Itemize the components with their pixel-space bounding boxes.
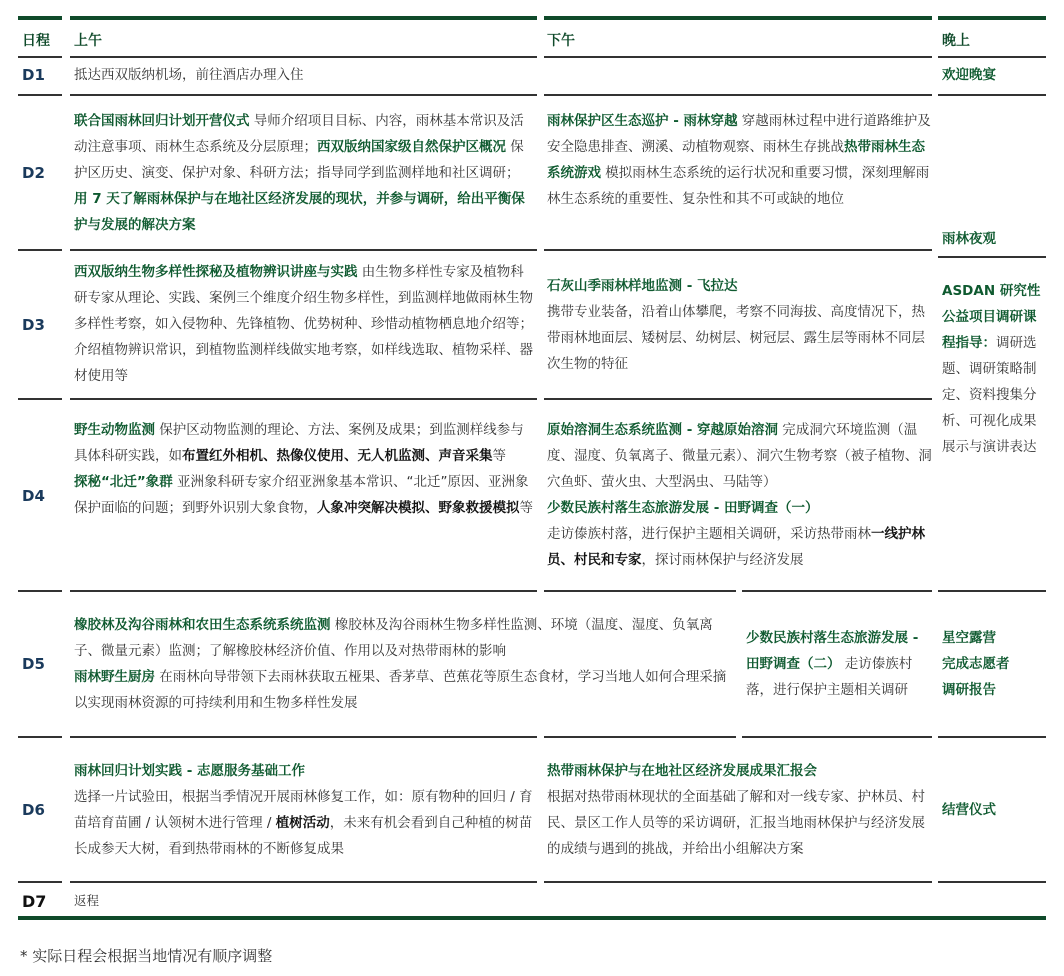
highlight-title: 雨林野生厨房 [74,669,155,685]
body-text: 等 [519,500,533,516]
evening-night-walk: 雨林夜观 [942,231,996,247]
row-rule [938,56,1046,58]
row-rule [70,590,537,592]
d6-afternoon-text: 根据对热带雨林现状的全面基础了解和对一线专家、护林员、村民、景区工作人员等的采访调研，汇报当地雨林保护与经济发展的成绩与遇到的挑战，并给出小组解决方案 [547,789,925,857]
row-rule [70,398,537,400]
row-rule [70,736,537,738]
body-text: 亚洲象科研专家介绍亚洲象基本常识、“北迁”原因、亚洲象保护面临的问题；到野外识别大象食物， [74,474,529,516]
d4-morning [74,417,536,521]
row-rule [18,94,62,96]
d4-afternoon [547,417,933,573]
header-rule [544,16,932,20]
row-rule [938,256,1046,258]
row-rule [18,881,62,883]
highlight-title: 探秘“北迁”象群 [74,474,173,490]
body-text: ，未来有机会看到自己种植的树苗长成参天大树，看到热带雨林的不断修复成果 [74,815,533,857]
row-rule [544,398,932,400]
row-rule [70,249,537,251]
d3-morning [74,259,536,389]
bold-text: 一线护林员、村民和专家 [547,526,925,568]
d7-morning: 返程 [74,893,100,908]
day-label: D2 [22,164,45,182]
body-text: 导师介绍项目目标、内容，雨林基本常识及活动注意事项、雨林生态系统及分层原理； [74,113,524,155]
row-rule [544,249,932,251]
d5-morning [74,612,734,716]
highlight-title: 少数民族村落生态旅游发展 - 田野调查（一） [547,500,819,516]
d6-evening: 结营仪式 [942,802,996,818]
d6-morning [74,784,536,862]
body-text: ，探讨雨林保护与经济发展 [641,552,804,568]
highlight-title: 野生动物监测 [74,422,155,438]
body-text: 由生物多样性专家及植物科研专家从理论、实践、案例三个维度介绍生物多样性，到监测样地做雨林生物多样性考察，如入侵物种、先锋植物、优势树种、珍惜动植物栖息地介绍等；介绍植物辨识常识，到植物监测样线做实地考察，如样线选取、植物采样、器材使用等 [74,264,533,384]
d1-evening: 欢迎晚宴 [942,67,996,83]
row-rule [938,881,1046,883]
highlight-title: 西双版纳生物多样性探秘及植物辨识讲座与实践 [74,264,358,280]
d1-morning: 抵达西双版纳机场，前往酒店办理入住 [74,67,304,83]
body-text: 橡胶林及沟谷雨林生物多样性监测、环境（温度、湿度、负氧离子、微量元素）监测；了解橡胶林经济价值、作用以及对热带雨林的影响 [74,617,713,659]
bottom-rule [18,916,1046,920]
body-text: 走访傣族村落，进行保护主题相关调研 [746,656,913,698]
bold-text: 植树活动 [275,815,330,831]
highlight-title: 原始溶洞生态系统监测 - 穿越原始溶洞 [547,422,779,438]
day-label: D7 [22,892,47,911]
day-label: D5 [22,655,45,673]
day-label: D1 [22,66,45,84]
row-rule [544,94,932,96]
d5-afternoon [746,625,934,703]
day-label: D4 [22,487,45,505]
d6-afternoon-title: 热带雨林保护与在地社区经济发展成果汇报会 [547,763,817,779]
footnote: * 实际日程会根据当地情况有顺序调整 [20,947,273,965]
highlight-title: 热带雨林生态系统游戏 [547,139,925,181]
row-rule [18,249,62,251]
body-text: 调研选题、调研策略制定、资料搜集分析、可视化成果展示与演讲表达 [942,335,1037,455]
highlight-title: 少数民族村落生态旅游发展 - 田野调查（二） [746,630,919,672]
d5-evening: 星空露营 完成志愿者 调研报告 [942,630,1010,698]
d3-afternoon-text: 携带专业装备，沿着山体攀爬，考察不同海拔、高度情况下，热带雨林地面层、矮树层、幼树层、树冠层、露生层等雨林不同层次生物的特征 [547,304,925,372]
body-text: 等 [492,448,506,464]
highlight-title: 橡胶林及沟谷雨林和农田生态系统系统监测 [74,617,331,633]
body-text: 走访傣族村落，进行保护主题相关调研，采访热带雨林 [547,526,871,542]
body-text: 选择一片试验田，根据当季情况开展雨林修复工作，如：原有物种的回归 / 育苗培育苗圃 / 认领树木进行管理 / [74,789,533,831]
highlight-title: 雨林保护区生态巡护 - 雨林穿越 [547,113,738,129]
header-rule [18,16,62,20]
body-text: 模拟雨林生态系统的运行状况和重要习惯，深刻理解雨林生态系统的重要性、复杂性和其不可或缺的地位 [547,165,930,207]
highlight-title: 用 7 天了解雨林保护与在地社区经济发展的现状，并参与调研，给出平衡保护与发展的解决方案 [74,191,525,233]
row-rule [18,736,62,738]
d2-afternoon [547,108,933,212]
row-rule [742,736,932,738]
body-text: 在雨林向导带领下去雨林获取五桠果、香茅草、芭蕉花等原生态食材，学习当地人如何合理采摘以实现雨林资源的可持续利用和生物多样性发展 [74,669,727,711]
row-rule [18,398,62,400]
row-rule [18,56,62,58]
d2-morning [74,108,536,238]
body-text: 穿越雨林过程中进行道路维护及安全隐患排查、溯溪、动植物观察、雨林生存挑战 [547,113,931,155]
highlight-title: ASDAN 研究性公益项目调研课程指导： [942,283,1041,351]
header-evening: 晚上 [942,33,970,49]
row-rule [70,881,537,883]
row-rule [70,94,537,96]
day-label: D3 [22,316,45,334]
row-rule [544,736,736,738]
body-text: 保护区动物监测的理论、方法、案例及成果；到监测样线参与具体科研实践，如 [74,422,524,464]
header-day: 日程 [22,33,50,49]
d3-afternoon-title: 石灰山季雨林样地监测 - 飞拉达 [547,278,738,294]
highlight-title: 联合国雨林回归计划开营仪式 [74,113,250,129]
body-text: 保护区历史、演变、保护对象、科研方法；指导同学到监测样地和社区调研； [74,139,524,181]
row-rule [938,736,1046,738]
row-rule [544,56,932,58]
row-rule [18,590,62,592]
day-label: D6 [22,801,45,819]
row-rule [544,881,932,883]
header-afternoon: 下午 [547,33,575,49]
evening-asdan [942,278,1048,460]
row-rule [938,590,1046,592]
row-rule [742,590,932,592]
header-rule [938,16,1046,20]
row-rule [938,94,1046,96]
header-rule [70,16,537,20]
body-text: 完成洞穴环境监测（温度、湿度、负氧离子、微量元素）、洞穴生物考察（被子植物、洞穴鱼虾、萤火虫、大型涡虫、马陆等） [547,422,932,490]
d6-morning-title: 雨林回归计划实践 - 志愿服务基础工作 [74,763,306,779]
row-rule [70,56,537,58]
bold-text: 人象冲突解决模拟、野象救援模拟 [317,500,520,516]
bold-text: 布置红外相机、热像仪使用、无人机监测、声音采集 [182,448,493,464]
row-rule [544,590,736,592]
highlight-title: 西双版纳国家级自然保护区概况 [317,139,506,155]
header-morning: 上午 [74,33,102,49]
